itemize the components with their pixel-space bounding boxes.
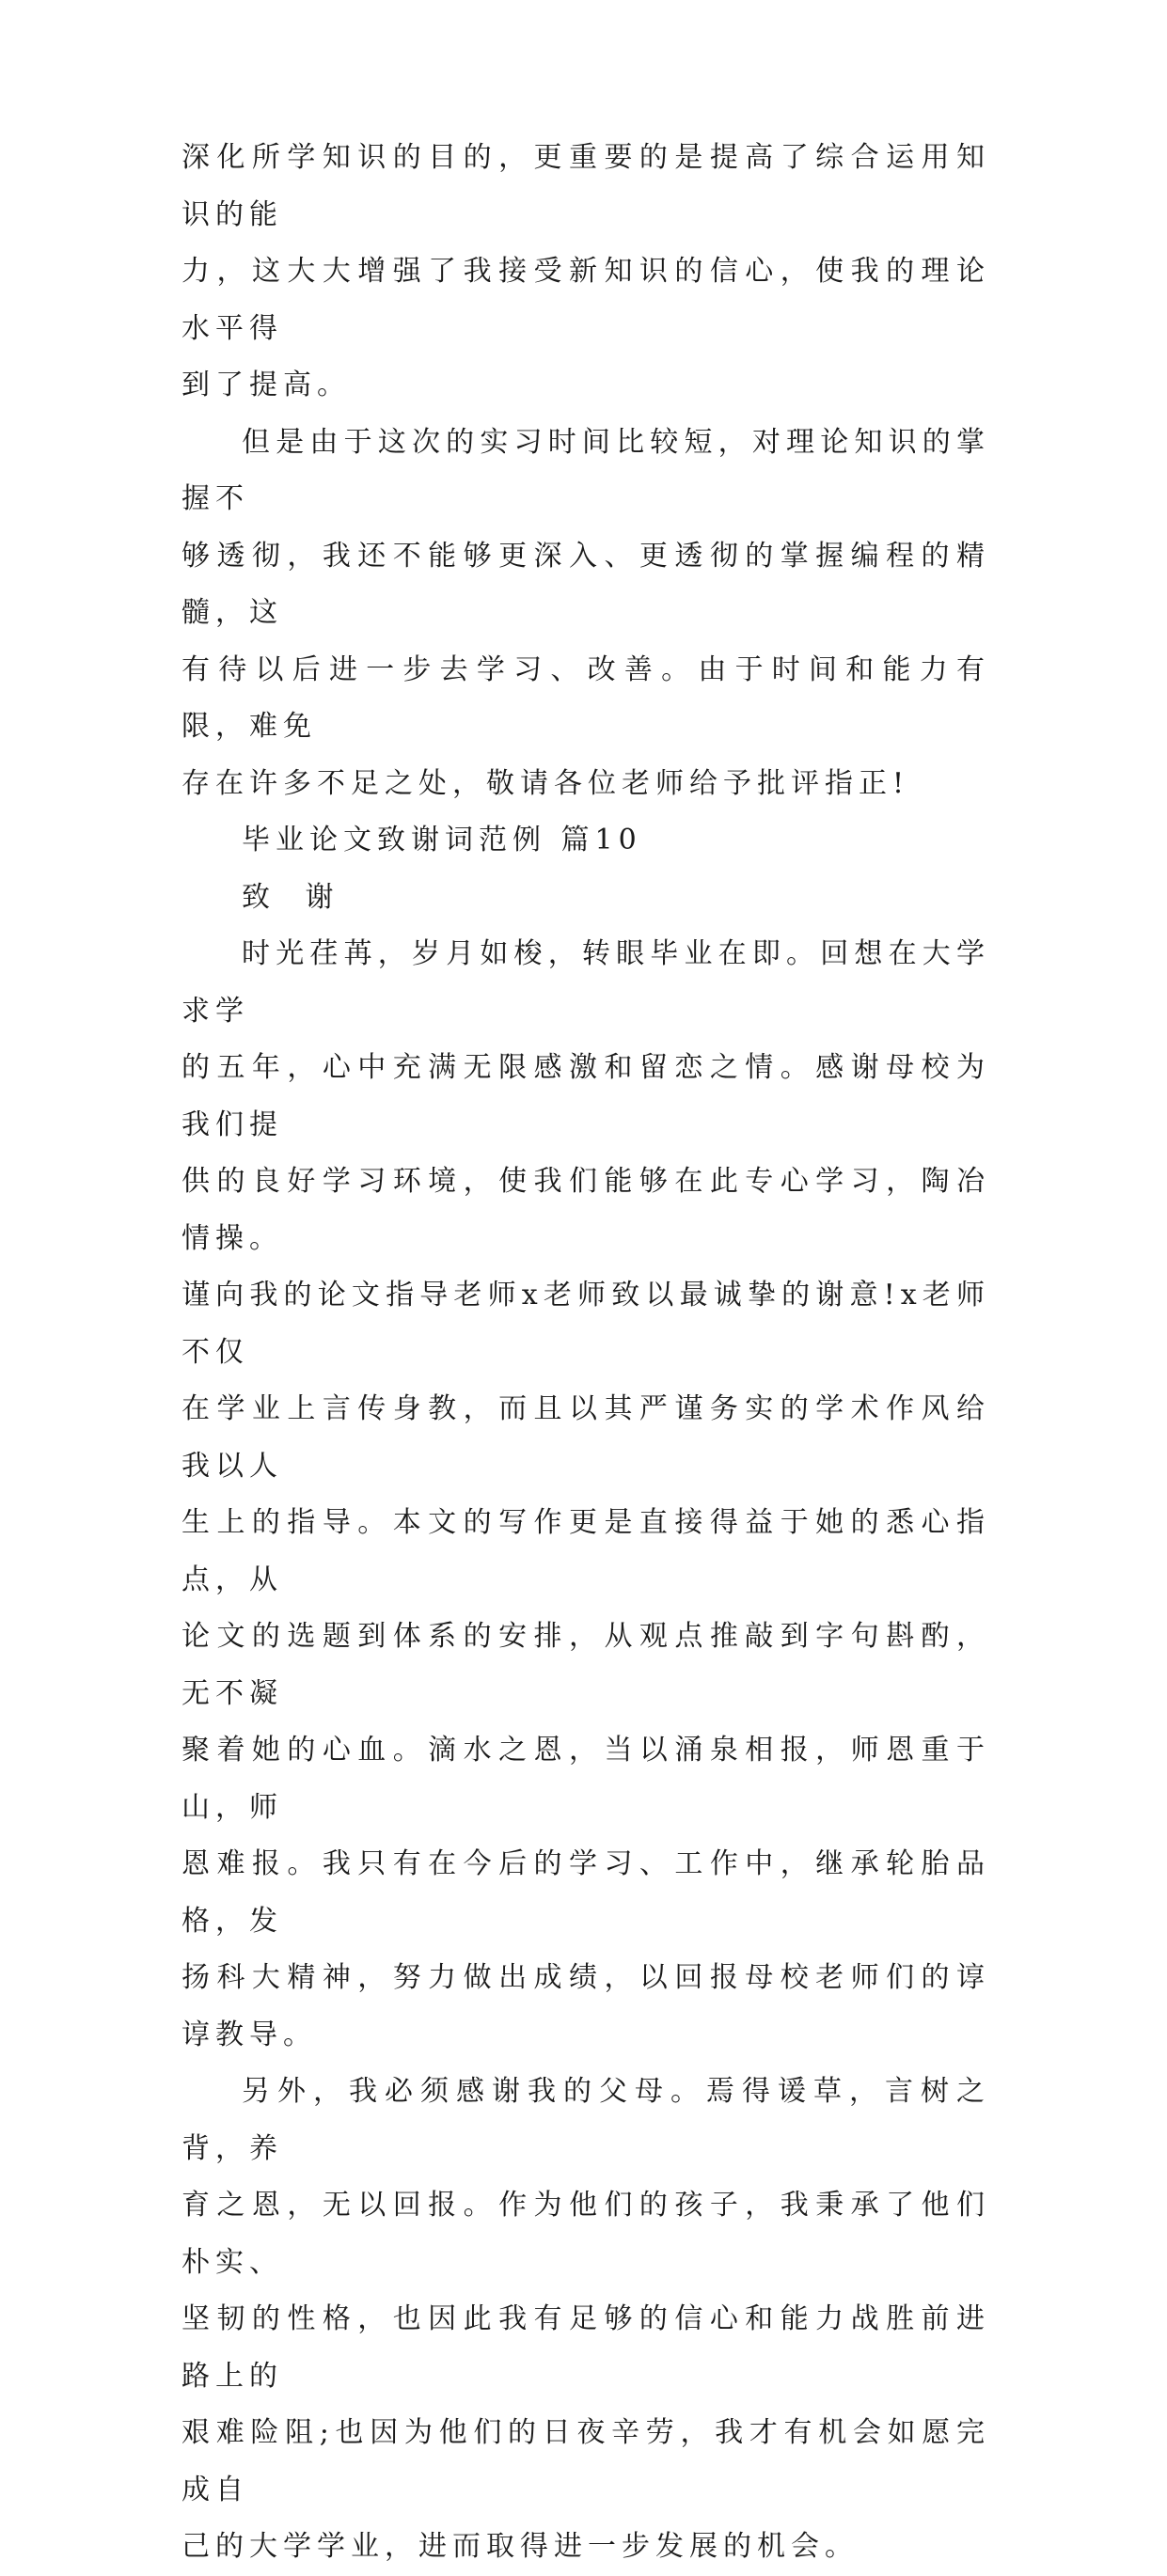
- section-title: 毕业论文致谢词范例 篇10: [242, 824, 642, 856]
- paragraph-continued: 深化所学知识的目的，更重要的是提高了综合运用知识的能 力，这大大增强了我接受新知识的信心，使我的理论水平得 到了提高。: [181, 141, 990, 401]
- paragraph-internship-shortcomings: 但是由于这次的实习时间比较短，对理论知识的掌握不 够透彻，我还不能够更深入、更透彻的掌握编程的精髓，这 有待以后进一步去学习、改善。由于时间和能力有限，难免 存在许多不足之处，敬请各位老师给予批评指正!: [181, 425, 990, 800]
- acknowledgement-heading: 致 谢: [242, 880, 347, 914]
- paragraph-thanks-parents: 另外，我必须感谢我的父母。焉得谖草，言树之背，养 育之恩，无以回报。作为他们的孩子，我秉承了他们朴实、 坚韧的性格，也因此我有足够的信心和能力战胜前进路上的 艰难险阻;也因为他们的日夜辛劳，我才有机会如愿完成自 己的大学学业，进而取得进一步发展的机会。: [181, 2075, 990, 2563]
- paragraph-thanks-advisor: 时光荏苒，岁月如梭，转眼毕业在即。回想在大学求学 的五年，心中充满无限感激和留恋之情。感谢母校为我们提 供的良好学习环境，使我们能够在此专心学习，陶冶情操。 谨向我的论文指导老师x老师致以最诚挚的谢意!x老师不仅 在学业上言传身教，而且以其严谨务实的学术作风给我以人 生上的指导。本文的写作更是直接得益于她的悉心指点，从 论文的选题到体系的安排，从观点推敲到字句斟酌，无不凝 聚着她的心血。滴水之恩，当以涌泉相报，师恩重于山，师 恩难报。我只有在今后的学习、工作中，继承轮胎品格，发 扬科大精神，努力做出成绩，以回报母校老师们的谆谆教导。: [181, 937, 990, 2051]
- document-body: [181, 130, 990, 2576]
